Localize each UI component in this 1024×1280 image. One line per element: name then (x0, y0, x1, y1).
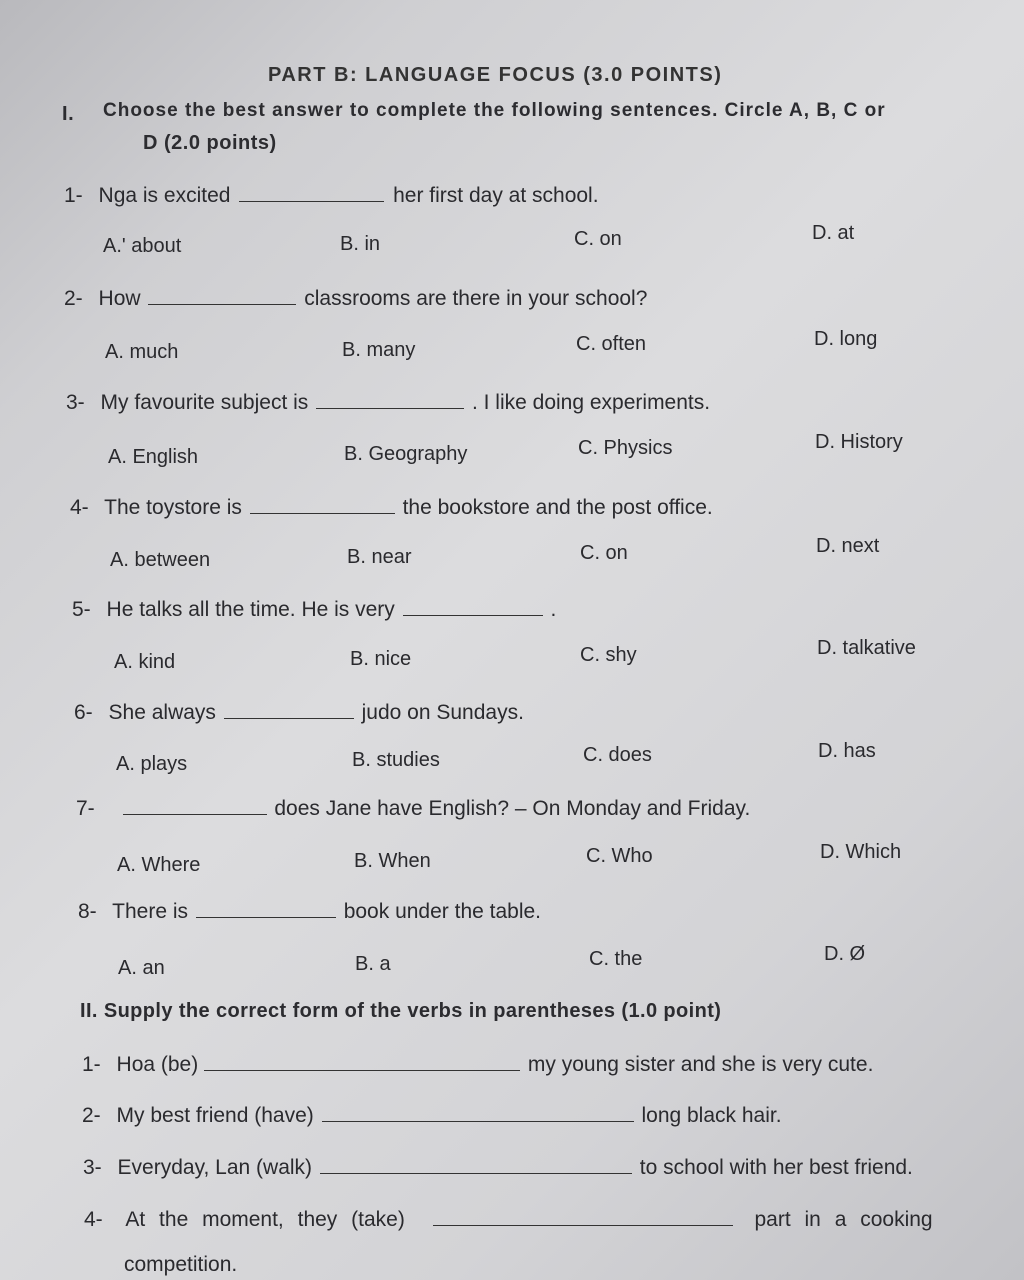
verb-item-2: 2- My best friend (have) long black hair. (82, 1104, 782, 1127)
question-6: 6- She always judo on Sundays. (74, 701, 524, 724)
q8-option-b[interactable]: B. a (355, 953, 391, 975)
q3-option-c[interactable]: C. Physics (578, 437, 673, 459)
q2-option-b[interactable]: B. many (342, 339, 416, 361)
verb-item-4-continuation: competition. (124, 1253, 238, 1276)
verb-item-3: 3- Everyday, Lan (walk) to school with her best friend. (83, 1156, 913, 1179)
q3-option-b[interactable]: B. Geography (344, 443, 468, 465)
q3-option-a[interactable]: A. English (108, 446, 199, 468)
q1-option-c[interactable]: C. on (574, 228, 622, 250)
question-1: 1- Nga is excited her first day at school. (64, 184, 599, 207)
verb-item-4: 4- At the moment, they (take) part in a cooking (84, 1208, 933, 1231)
q1-option-b[interactable]: B. in (340, 233, 381, 255)
answer-blank[interactable] (123, 813, 267, 815)
q8-option-c[interactable]: C. the (589, 948, 643, 970)
question-8: 8- There is book under the table. (78, 900, 542, 923)
verb-item-1: 1- Hoa (be) my young sister and she is very cute. (82, 1053, 874, 1076)
q6-option-b[interactable]: B. studies (352, 749, 440, 771)
q6-option-a[interactable]: A. plays (116, 753, 188, 775)
answer-blank[interactable] (239, 200, 384, 202)
q6-option-d[interactable]: D. has (818, 740, 876, 762)
q4-option-b[interactable]: B. near (347, 546, 412, 568)
verb-answer-blank[interactable] (320, 1172, 632, 1174)
q6-option-c[interactable]: C. does (583, 744, 652, 766)
verb-answer-blank[interactable] (204, 1069, 520, 1071)
section-1-instruction: Choose the best answer to complete the following sentences. Circle A, B, C or (103, 100, 886, 121)
q5-option-c[interactable]: C. shy (580, 644, 637, 666)
verb-answer-blank[interactable] (322, 1120, 634, 1122)
q5-option-b[interactable]: B. nice (350, 648, 412, 670)
answer-blank[interactable] (250, 512, 395, 514)
q4-option-a[interactable]: A. between (110, 549, 211, 571)
q1-option-a[interactable]: A.' about (103, 235, 182, 257)
q8-option-d[interactable]: D. Ø (824, 943, 866, 965)
q2-option-c[interactable]: C. often (576, 333, 647, 355)
q4-option-c[interactable]: C. on (580, 542, 628, 564)
part-title: PART B: LANGUAGE FOCUS (3.0 POINTS) (268, 64, 723, 86)
question-4: 4- The toystore is the bookstore and the post office. (70, 496, 713, 519)
q2-option-d[interactable]: D. long (814, 328, 878, 350)
question-3: 3- My favourite subject is . I like doing experiments. (66, 391, 711, 414)
q4-option-d[interactable]: D. next (816, 535, 880, 557)
answer-blank[interactable] (196, 916, 336, 918)
q2-option-a[interactable]: A. much (105, 341, 179, 363)
q7-option-b[interactable]: B. When (354, 850, 431, 872)
question-7: 7- does Jane have English? – On Monday and Friday. (76, 797, 751, 820)
verb-answer-blank[interactable] (433, 1224, 733, 1226)
q3-option-d[interactable]: D. History (815, 431, 903, 453)
section-1-instruction-cont: D (2.0 points) (143, 132, 277, 154)
answer-blank[interactable] (316, 407, 464, 409)
q7-option-d[interactable]: D. Which (820, 841, 902, 863)
q5-option-d[interactable]: D. talkative (817, 637, 916, 659)
q1-option-d[interactable]: D. at (812, 222, 855, 244)
q7-option-a[interactable]: A. Where (117, 854, 201, 876)
question-5: 5- He talks all the time. He is very . (72, 598, 557, 621)
section-1-number: I. (62, 103, 75, 125)
question-2: 2- How classrooms are there in your school? (64, 287, 648, 310)
q7-option-c[interactable]: C. Who (586, 845, 653, 867)
section-2-heading: II. Supply the correct form of the verbs in parentheses (1.0 point) (80, 1000, 722, 1022)
answer-blank[interactable] (403, 614, 543, 616)
q5-option-a[interactable]: A. kind (114, 651, 176, 673)
q8-option-a[interactable]: A. an (118, 957, 165, 979)
answer-blank[interactable] (148, 303, 296, 305)
answer-blank[interactable] (224, 717, 354, 719)
